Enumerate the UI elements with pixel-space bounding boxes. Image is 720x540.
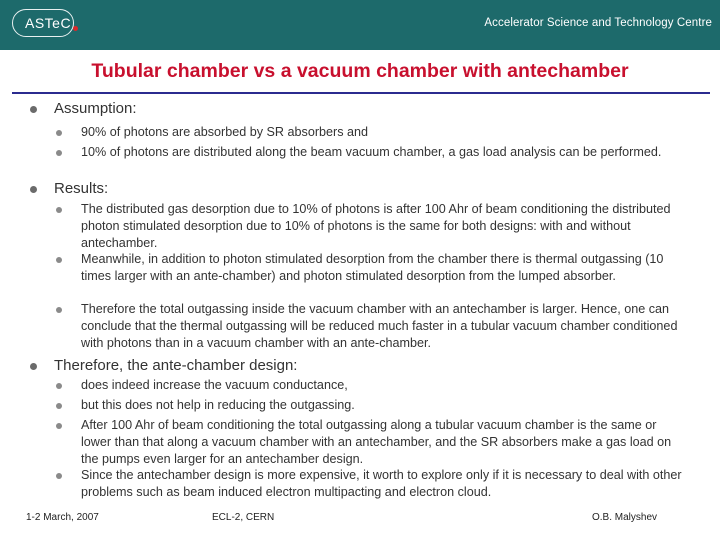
list-item: does indeed increase the vacuum conductance, (81, 378, 348, 392)
header-bar (0, 0, 720, 50)
bullet-icon (30, 363, 37, 370)
bullet-icon (56, 130, 62, 136)
bullet-icon (56, 423, 62, 429)
bullet-icon (56, 383, 62, 389)
bullet-icon (56, 150, 62, 156)
list-item: Therefore the total outgassing inside the vacuum chamber with an antechamber is larger. Hence, one can conclude that the thermal outgassing will be reduced much faster in a tubular vacuum chamber conditioned with photons than in a vacuum chamber with an ante-chamber. (81, 302, 678, 350)
list-item: The distributed gas desorption due to 10% of photons is after 100 Ahr of beam conditioning the distributed photon stimulated desorption due to 10% of photons is the same for both designs: with and without antechamber. (81, 202, 671, 250)
list-item: 10% of photons are distributed along the beam vacuum chamber, a gas load analysis can be performed. (81, 145, 662, 159)
list-item: After 100 Ahr of beam conditioning the total outgassing along a tubular vacuum chamber is the same or lower than that along a vacuum chamber with an antechamber, and the SR absorbers make a gas load on the pumps even larger for an antechamber design. (81, 418, 672, 466)
list-item: Since the antechamber design is more expensive, it worth to explore only if it is necessary to deal with other problems such as beam induced electron multipacting and electron cloud. (81, 468, 682, 499)
bullet-icon (30, 106, 37, 113)
bullet-icon (56, 307, 62, 313)
section-heading-assumption: Assumption: (54, 100, 137, 117)
bullet-icon (56, 403, 62, 409)
footer-event: ECL-2, CERN (212, 512, 275, 523)
bullet-icon (30, 186, 37, 193)
section-heading-results: Results: (54, 180, 109, 197)
list-item: Meanwhile, in addition to photon stimulated desorption from the chamber there is thermal outgassing (10 times larger with an ante-chamber) and photon stimulated desorption from the lumped absorber. (81, 252, 664, 283)
bullet-icon (56, 207, 62, 213)
astec-logo: ASTeC (12, 9, 74, 37)
footer-author: O.B. Malyshev (592, 512, 658, 523)
logo-dot-icon (73, 26, 78, 31)
list-item: 90% of photons are absorbed by SR absorbers and (81, 125, 369, 139)
footer-date: 1-2 March, 2007 (26, 512, 99, 523)
title-divider (12, 92, 710, 94)
organization-name: Accelerator Science and Technology Centre (484, 17, 712, 29)
list-item: but this does not help in reducing the outgassing. (81, 398, 355, 412)
bullet-icon (56, 257, 62, 263)
bullet-icon (56, 473, 62, 479)
slide-title: Tubular chamber vs a vacuum chamber with antechamber (91, 60, 629, 82)
section-heading-therefore: Therefore, the ante-chamber design: (54, 357, 298, 374)
